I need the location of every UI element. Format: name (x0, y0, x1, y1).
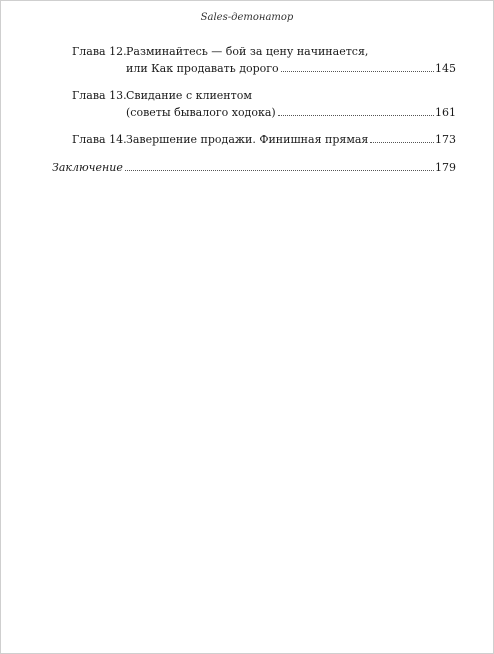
toc-page-number: 145 (435, 62, 456, 75)
toc-entry-title-cont: (советы бывалого ходока) (126, 106, 276, 119)
toc-page-number: 179 (435, 161, 456, 174)
running-title: Sales-детонатор (200, 12, 294, 23)
toc-entry-title: Разминайтесь — бой за цену начинается, (126, 45, 369, 58)
dot-leader (278, 114, 434, 116)
toc-entry-title: Свидание с клиентом (126, 89, 252, 102)
dot-leader (370, 141, 434, 143)
toc-entry-13-line2[interactable] (126, 106, 456, 120)
toc-entry-14[interactable] (72, 133, 456, 147)
toc-entry-12-line2[interactable] (126, 62, 456, 76)
toc-conclusion-title: Заключение (52, 161, 123, 174)
toc-entry-label: Глава 14. (72, 133, 127, 146)
toc-page-number: 161 (435, 106, 456, 119)
toc-entry-label: Глава 12. (72, 45, 127, 58)
toc-entry-12-line1 (72, 45, 368, 59)
toc-page-number: 173 (435, 133, 456, 146)
toc-entry-13-line1 (72, 89, 252, 103)
toc-entry-title-cont: или Как продавать дорого (126, 62, 279, 75)
toc-entry-label: Глава 13. (72, 89, 127, 102)
dot-leader (125, 169, 434, 171)
dot-leader (281, 70, 434, 72)
toc-entry-conclusion[interactable] (52, 161, 456, 175)
toc-entry-title: Завершение продажи. Финишная прямая (126, 133, 369, 146)
